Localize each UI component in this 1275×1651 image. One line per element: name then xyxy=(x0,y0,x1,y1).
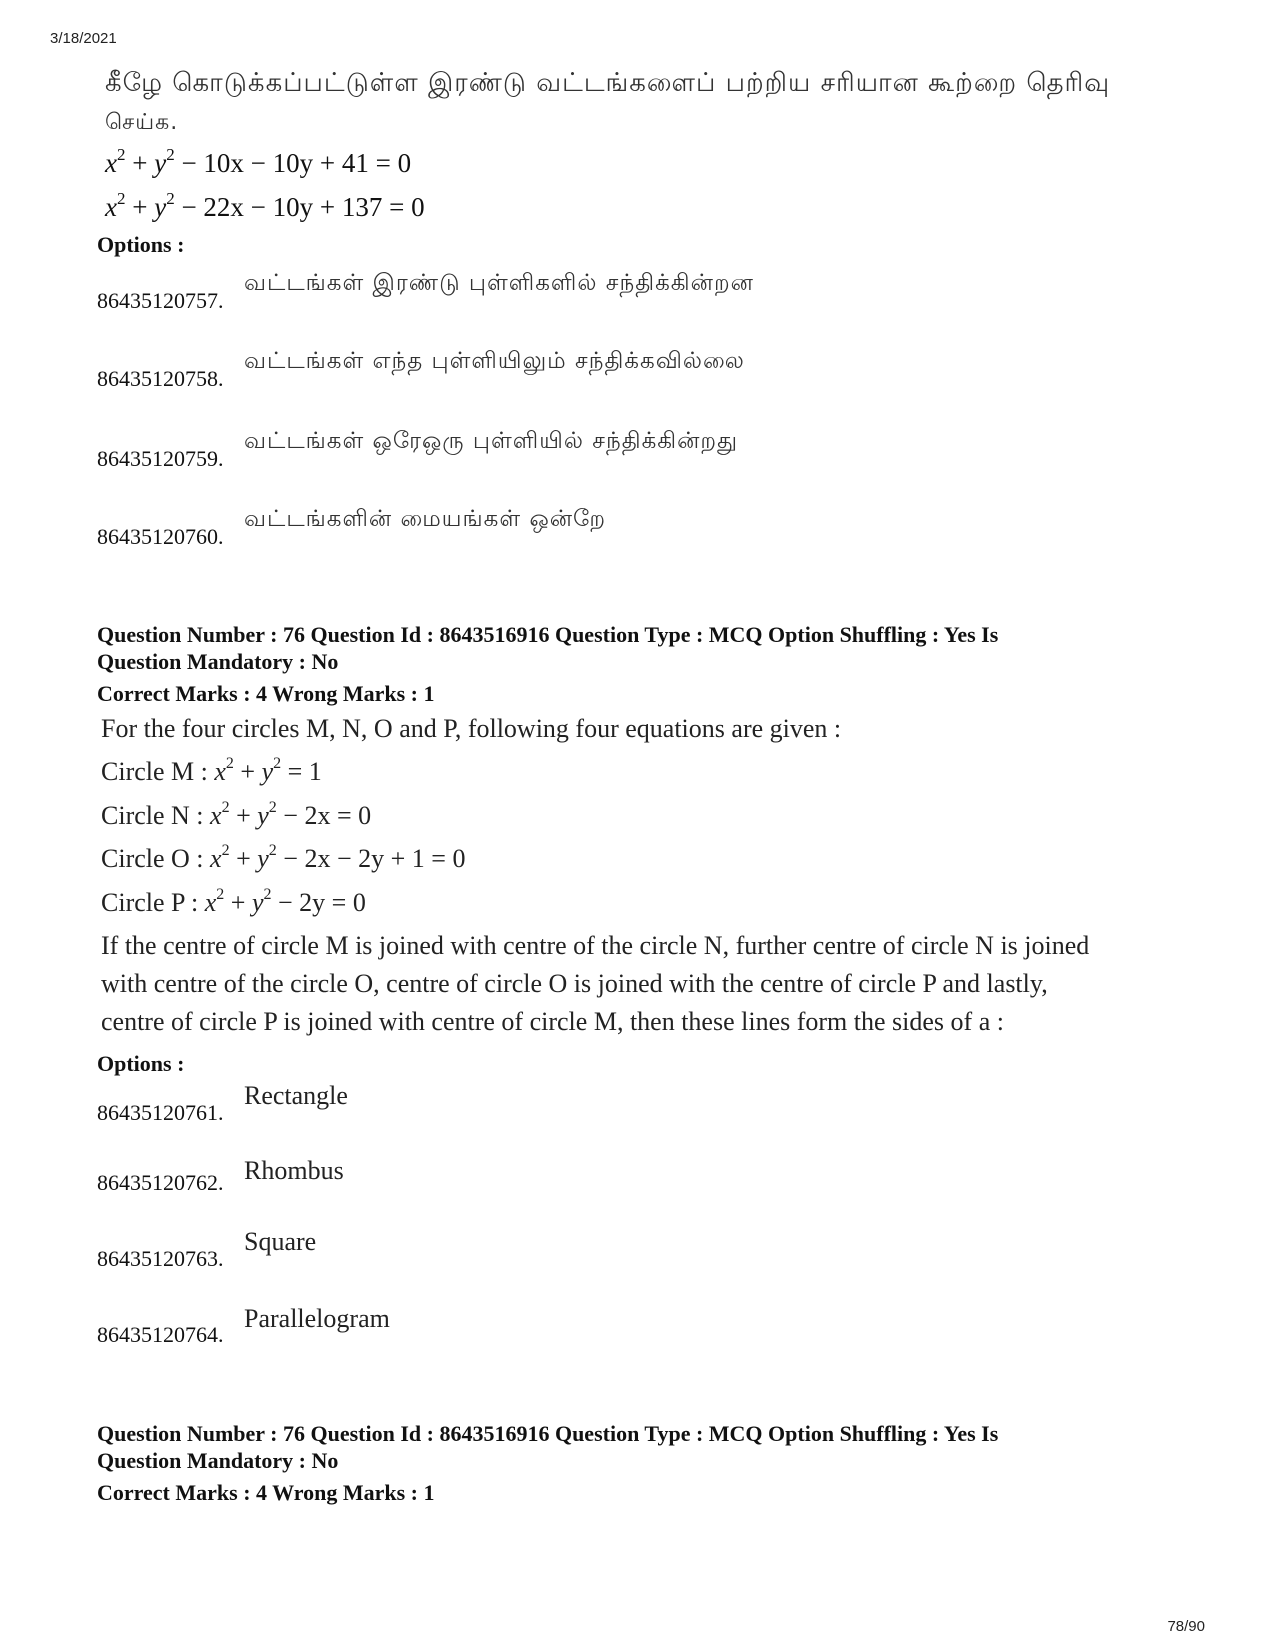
circle-n-equation: Circle N : $x^2 + y^2 - 2x = 0$ xyxy=(101,799,372,830)
page-number: 78/90 xyxy=(1167,1618,1205,1635)
question-meta-line1: Question Number : 76 Question Id : 8643516916 Question Type : MCQ Option Shuffling : Yes Is xyxy=(97,1421,999,1446)
options-label: Options : xyxy=(97,1051,185,1076)
option-text: Rectangle xyxy=(244,1081,348,1110)
option-number: 86435120758. xyxy=(97,366,224,391)
question-marks: Correct Marks : 4 Wrong Marks : 1 xyxy=(97,1480,435,1505)
option-text: வட்டங்கள் எந்த புள்ளியிலும் சந்திக்கவில்லை xyxy=(244,348,745,374)
option-number: 86435120763. xyxy=(97,1246,224,1271)
question-body-line3: centre of circle P is joined with centre of circle M, then these lines form the sides of a : xyxy=(101,1007,1004,1036)
option-number: 86435120762. xyxy=(97,1170,224,1195)
equation-2-rest: − 22x − 10y + 137 = 0 xyxy=(174,192,425,222)
option-number: 86435120759. xyxy=(97,446,224,471)
option-text: Rhombus xyxy=(244,1156,344,1185)
option-number: 86435120764. xyxy=(97,1322,224,1347)
equation-2: $x^2 + y^2 - 22x - 10y + 137 = 0$ xyxy=(105,189,425,222)
circle-p-rest: − 2y = 0 xyxy=(271,888,366,917)
option-number: 86435120757. xyxy=(97,288,224,313)
question-intro: For the four circles M, N, O and P, following four equations are given : xyxy=(101,714,842,743)
circle-m-label: Circle M : xyxy=(101,757,215,786)
options-label: Options : xyxy=(97,232,185,257)
option-text: Square xyxy=(244,1227,317,1256)
option-text: Parallelogram xyxy=(244,1304,390,1333)
option-text: வட்டங்களின் மையங்கள் ஒன்றே xyxy=(244,506,606,532)
option-number: 86435120761. xyxy=(97,1100,224,1125)
option-text: வட்டங்கள் இரண்டு புள்ளிகளில் சந்திக்கின்றன xyxy=(244,270,754,296)
circle-p-label: Circle P : xyxy=(101,888,205,917)
question-body-line2: with centre of the circle O, centre of circle O is joined with the centre of circle P and lastly, xyxy=(101,969,1048,998)
circle-o-label: Circle O : xyxy=(101,844,211,873)
circle-o-rest: − 2x − 2y + 1 = 0 xyxy=(276,844,466,873)
option-number: 86435120760. xyxy=(97,524,224,549)
circle-p-equation: Circle P : $x^2 + y^2 - 2y = 0$ xyxy=(101,886,366,917)
circle-n-label: Circle N : xyxy=(101,801,211,830)
circle-n-rest: − 2x = 0 xyxy=(276,801,372,830)
equation-1: $x^2 + y^2 - 10x - 10y + 41 = 0$ xyxy=(105,145,412,178)
circle-m-rest: = 1 xyxy=(281,757,322,786)
print-date: 3/18/2021 xyxy=(50,30,117,47)
question-marks: Correct Marks : 4 Wrong Marks : 1 xyxy=(97,681,435,706)
question-meta-line2: Question Mandatory : No xyxy=(97,1448,339,1473)
question-meta-line1: Question Number : 76 Question Id : 8643516916 Question Type : MCQ Option Shuffling : Yes Is xyxy=(97,622,999,647)
question-text-tamil-line1: கீழே கொடுக்கப்பட்டுள்ள இரண்டு வட்டங்களைப் பற்றிய சரியான கூற்றை தெரிவு xyxy=(105,68,1111,98)
option-text: வட்டங்கள் ஒரேஒரு புள்ளியில் சந்திக்கின்றது xyxy=(244,428,739,454)
question-body-line1: If the centre of circle M is joined with centre of the circle N, further centre of circle N is joined xyxy=(101,931,1090,960)
equation-1-rest: − 10x − 10y + 41 = 0 xyxy=(174,148,412,178)
circle-m-equation: Circle M : $x^2 + y^2 = 1$ xyxy=(101,755,322,786)
question-meta-line2: Question Mandatory : No xyxy=(97,649,339,674)
question-text-tamil-line2: செய்க. xyxy=(105,110,179,135)
circle-o-equation: Circle O : $x^2 + y^2 - 2x - 2y + 1 = 0$ xyxy=(101,842,466,873)
